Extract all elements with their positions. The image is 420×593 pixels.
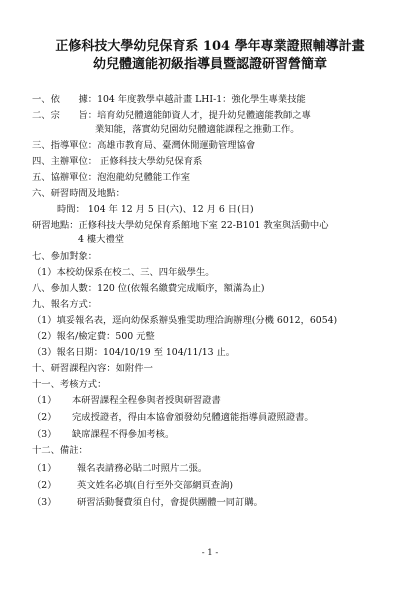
section-basis <box>32 94 306 106</box>
exam-item-1 <box>32 395 221 407</box>
section-label: 時間： <box>57 204 85 215</box>
section-guide <box>32 140 255 152</box>
section-place-cont: 4 樓大禮堂 <box>78 234 125 245</box>
section-label: 二、宗 旨： <box>32 110 98 121</box>
item-number: （1） <box>32 395 57 406</box>
section-notes: 十二、備註： <box>32 445 88 456</box>
item-text: 研習活動餐費須自付，會提供團體一同訂購。 <box>77 497 263 508</box>
section-purpose-cont: 業知能，落實幼兒園幼兒體適能課程之推動工作。 <box>95 124 300 135</box>
section-co <box>32 172 190 184</box>
section-timeplace: 六、研習時間及地點： <box>32 188 125 199</box>
section-text: 培育幼兒體適能師資人才，提升幼兒體適能教師之專 <box>97 110 311 121</box>
method-item-1: （1）填妥報名表，逕向幼保系辦吳雅雯助理洽詢辦理(分機 6012，6054) <box>32 315 338 326</box>
section-text: 泡泡龍幼兒體能工作室 <box>97 172 191 183</box>
item-text: 缺席課程不得參加考核。 <box>72 429 175 440</box>
doc-title: 正修科技大學幼兒保育系 104 學年專業證照輔導計畫 <box>55 39 365 54</box>
notes-item-1 <box>32 463 207 475</box>
item-number: （3） <box>32 497 57 508</box>
exam-item-2 <box>32 412 314 424</box>
section-method: 九、報名方式： <box>32 299 98 310</box>
section-course <box>32 363 153 375</box>
item-number: （3） <box>32 429 57 440</box>
item-number: （2） <box>32 412 57 423</box>
section-text: 120 位(依報名繳費完成順序，額滿為止) <box>97 283 265 294</box>
section-time <box>57 204 254 216</box>
section-label: 五、協辦單位： <box>32 172 98 183</box>
section-label: 一、依 據： <box>32 94 98 105</box>
section-text: 正修科技大學幼兒保育系館地下室 22-B101 教室與活動中心 <box>78 220 329 231</box>
item-text: 英文姓名必填(自行至外交部網頁查詢) <box>77 480 234 491</box>
section-label: 三、指導單位： <box>32 140 98 151</box>
notes-item-3 <box>32 497 263 509</box>
section-text: 高雄市教育局、臺灣休閒運動管理協會 <box>97 140 256 151</box>
method-item-2: （2）報名/檢定費：500 元整 <box>32 331 155 342</box>
section-purpose <box>32 110 311 122</box>
item-number: （2） <box>32 480 57 491</box>
section-label: 研習地點： <box>32 220 79 231</box>
notes-item-2 <box>32 480 233 492</box>
section-place <box>32 220 329 232</box>
item-number: （1） <box>32 463 57 474</box>
target-item-1: （1）本校幼保系在校二、三、四年級學生。 <box>32 267 215 278</box>
item-text: 本研習課程全程參與者授與研習證書 <box>72 395 221 406</box>
section-exam: 十一、考核方式： <box>32 379 107 390</box>
section-text: 正修科技大學幼兒保育系 <box>97 156 203 167</box>
method-item-3: （3）報名日期：104/10/19 至 104/11/13 止。 <box>32 347 236 358</box>
section-label: 八、參加人數： <box>32 283 98 294</box>
section-text: 如附件一 <box>115 363 153 374</box>
page-number: - 1 - <box>201 548 219 558</box>
item-text: 完成授證者，得由本協會頒發幼兒體適能指導員證照證書。 <box>72 412 314 423</box>
item-text: 報名表請務必貼二吋照片二張。 <box>77 463 208 474</box>
section-label: 四、主辦單位： <box>32 156 98 167</box>
section-text: 104 年 12 月 5 日(六)、12 月 6 日(日) <box>84 204 254 215</box>
section-text: 104 年度教學卓越計畫 LHI-1：強化學生專業技能 <box>97 94 306 105</box>
section-count <box>32 283 265 295</box>
section-label: 十、研習課程內容： <box>32 363 116 374</box>
section-host <box>32 156 202 168</box>
section-target: 七、參加對象： <box>32 251 98 262</box>
exam-item-3 <box>32 429 174 441</box>
doc-subtitle: 幼兒體適能初級指導員暨認證研習營簡章 <box>92 57 327 72</box>
